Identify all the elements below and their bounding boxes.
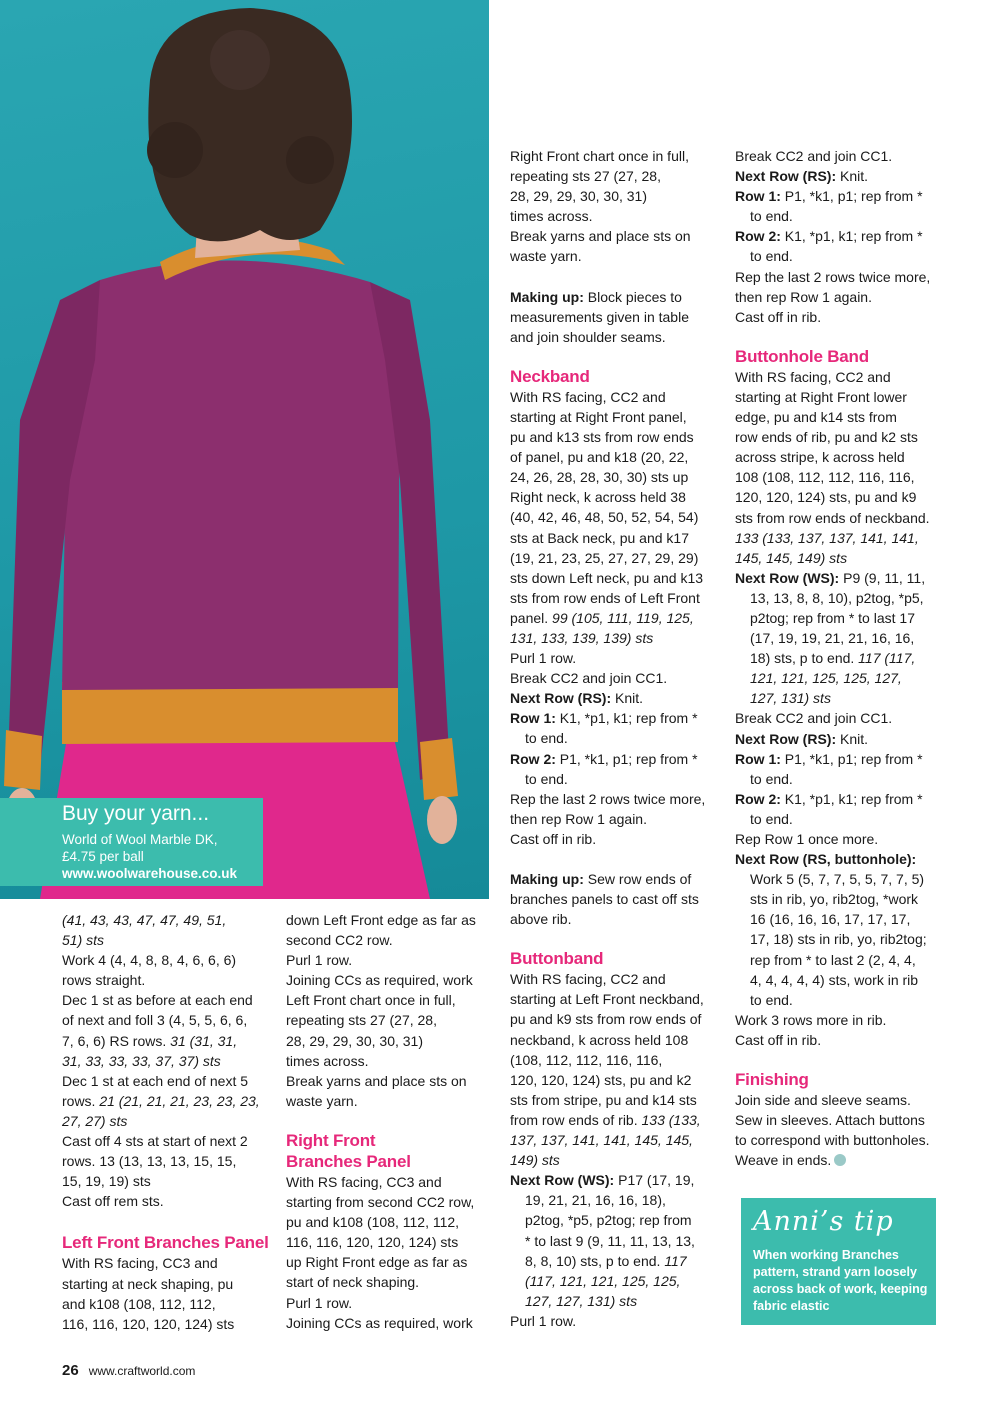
annis-tip-box bbox=[741, 1198, 936, 1325]
text-line: (17, 19, 19, 21, 21, 16, 16, bbox=[750, 630, 915, 647]
text-line: Left Front chart once in full, bbox=[286, 992, 456, 1009]
text-line: Cast off 4 sts at start of next 2 bbox=[62, 1133, 248, 1150]
text-line: Next Row (RS, buttonhole): bbox=[735, 851, 917, 868]
text-line: 4, 4, 4, 4, 4) sts, work in rib bbox=[750, 971, 919, 988]
text-line: sts from row ends of Left Front bbox=[510, 589, 700, 606]
text-line: across stripe, k across held bbox=[735, 449, 905, 466]
text-line: neckband, k across held 108 bbox=[510, 1031, 689, 1048]
text-line: down Left Front edge as far as bbox=[286, 912, 476, 928]
text-line: Row 1: P1, *k1, p1; rep from * bbox=[735, 188, 923, 205]
text-line: (40, 42, 46, 48, 50, 52, 54, 54) bbox=[510, 509, 699, 526]
text-line: Cast off in rib. bbox=[510, 830, 597, 847]
text-line: to end. bbox=[750, 208, 793, 225]
text-line: Row 1: K1, *p1, k1; rep from * bbox=[510, 710, 698, 727]
buy-your-yarn-box bbox=[0, 798, 263, 886]
text-line: 18) sts, p to end. 117 (117, bbox=[750, 650, 916, 667]
text-line: Join side and sleeve seams. bbox=[735, 1092, 911, 1109]
text-line: sts at Back neck, pu and k17 bbox=[510, 529, 689, 546]
text-line: times across. bbox=[286, 1052, 369, 1069]
text-line: p2tog; rep from * to last 17 bbox=[750, 609, 915, 626]
text-line: 13, 13, 8, 8, 10), p2tog, *p5, bbox=[750, 589, 924, 606]
text-line: Break yarns and place sts on bbox=[286, 1072, 467, 1089]
text-line: 120, 120, 124) sts, pu and k2 bbox=[510, 1071, 692, 1088]
text-line: Next Row (RS): Knit. bbox=[510, 690, 644, 707]
buy-box-title: Buy your yarn... bbox=[62, 802, 210, 825]
buy-box-url[interactable]: www.woolwarehouse.co.uk bbox=[62, 866, 238, 881]
text-line: waste yarn. bbox=[510, 248, 582, 265]
text-line: starting at neck shaping, pu bbox=[62, 1275, 234, 1292]
text-line: p2tog, *p5, p2tog; rep from bbox=[525, 1212, 692, 1229]
yarn-ball-icon bbox=[834, 1154, 846, 1166]
text-line: above rib. bbox=[510, 911, 572, 928]
text-line: then rep Row 1 again. bbox=[510, 810, 647, 827]
text-line: waste yarn. bbox=[286, 1092, 358, 1109]
text-line: 149) sts bbox=[510, 1152, 560, 1169]
text-line: Rep the last 2 rows twice more, bbox=[510, 790, 706, 807]
text-line: Cast off rem sts. bbox=[62, 1193, 164, 1210]
text-line: 19, 21, 21, 16, 16, 18), bbox=[525, 1192, 666, 1209]
text-line: 127, 127, 131) sts bbox=[525, 1292, 638, 1309]
text-line: starting at Right Front panel, bbox=[510, 408, 687, 425]
text-line: Rep the last 2 rows twice more, bbox=[735, 268, 931, 285]
text-line: 121, 121, 125, 125, 127, bbox=[750, 670, 902, 687]
text-line: Work 3 rows more in rib. bbox=[735, 1011, 887, 1028]
column-4 bbox=[735, 146, 950, 1170]
text-line: times across. bbox=[510, 208, 593, 225]
text-line: Right neck, k across held 38 bbox=[510, 489, 686, 506]
text-line: With RS facing, CC2 and bbox=[510, 388, 666, 405]
text-line: Right Front chart once in full, bbox=[510, 148, 689, 164]
text-line: repeating sts 27 (27, 28, bbox=[510, 168, 661, 185]
text-line: Next Row (WS): P9 (9, 11, 11, bbox=[735, 569, 926, 586]
text-line: rows. 21 (21, 21, 21, 23, 23, 23, bbox=[62, 1092, 260, 1109]
text-line: 15, 19, 19) sts bbox=[62, 1173, 151, 1190]
heading-neckband: Neckband bbox=[510, 366, 590, 386]
text-line: 28, 29, 29, 30, 30, 31) bbox=[286, 1032, 423, 1049]
text-line: With RS facing, CC3 and bbox=[286, 1173, 442, 1190]
text-line: Next Row (RS): Knit. bbox=[735, 730, 869, 747]
text-line: Next Row (RS): Knit. bbox=[735, 168, 869, 185]
text-line: rep from * to last 2 (2, 4, 4, bbox=[750, 951, 916, 968]
text-line: (19, 21, 23, 25, 27, 27, 29, 29) bbox=[510, 549, 699, 566]
text-line: of panel, pu and k18 (20, 22, bbox=[510, 449, 689, 466]
text-line: rows. 13 (13, 13, 13, 15, 15, bbox=[62, 1153, 237, 1170]
tip-text: When working Branches pattern, strand yarn loosely across back of work, keeping fabric elastic bbox=[753, 1248, 928, 1313]
text-line: Break CC2 and join CC1. bbox=[735, 148, 893, 164]
column-3 bbox=[510, 146, 725, 1331]
text-line: With RS facing, CC2 and bbox=[735, 368, 891, 385]
text-line: pu and k108 (108, 112, 112, bbox=[286, 1214, 460, 1231]
text-line: 131, 133, 139, 139) sts bbox=[510, 629, 654, 646]
text-line: 16 (16, 16, 16, 17, 17, 17, bbox=[750, 911, 911, 928]
text-line: and join shoulder seams. bbox=[510, 328, 666, 345]
text-line: repeating sts 27 (27, 28, bbox=[286, 1012, 437, 1029]
text-line: Dec 1 st at each end of next 5 bbox=[62, 1072, 249, 1089]
text-line: to end. bbox=[525, 770, 568, 787]
text-line: starting from second CC2 row, bbox=[286, 1194, 475, 1211]
text-line: Next Row (WS): P17 (17, 19, bbox=[510, 1172, 695, 1189]
text-line: 27, 27) sts bbox=[62, 1112, 128, 1129]
text-line: up Right Front edge as far as bbox=[286, 1254, 468, 1271]
text-line: 120, 120, 124) sts, pu and k9 bbox=[735, 489, 917, 506]
text-line: starting at Left Front neckband, bbox=[510, 991, 704, 1008]
text-line: Joining CCs as required, work bbox=[286, 972, 473, 989]
text-line: and k108 (108, 112, 112, bbox=[62, 1295, 216, 1312]
buy-box-price: £4.75 per ball bbox=[62, 849, 144, 864]
text-line: Work 4 (4, 4, 8, 8, 4, 6, 6, 6) bbox=[62, 952, 237, 969]
text-line: Purl 1 row. bbox=[286, 952, 353, 969]
text-line: Break yarns and place sts on bbox=[510, 228, 691, 245]
text-line: Weave in ends. bbox=[735, 1150, 950, 1170]
heading-finishing: Finishing bbox=[735, 1070, 809, 1090]
text-line: of next and foll 3 (4, 5, 5, 6, 6, bbox=[62, 1012, 248, 1029]
text-line: Row 1: P1, *k1, p1; rep from * bbox=[735, 750, 923, 767]
text-line: to end. bbox=[750, 810, 793, 827]
text-line: sts in rib, yo, rib2tog, *work bbox=[750, 891, 919, 908]
tip-title: Anni’s tip bbox=[753, 1206, 894, 1237]
page-number: 26 bbox=[62, 1362, 79, 1379]
text-line: edge, pu and k14 sts from bbox=[735, 409, 897, 426]
text-line: Sew in sleeves. Attach buttons bbox=[735, 1112, 925, 1129]
heading-buttonband: Buttonband bbox=[510, 949, 604, 969]
text-line: 108 (108, 112, 112, 116, 116, bbox=[735, 469, 915, 486]
text-line: to correspond with buttonholes. bbox=[735, 1132, 930, 1149]
text-line: Rep Row 1 once more. bbox=[735, 831, 879, 847]
text-line: (41, 43, 43, 47, 47, 49, 51, bbox=[62, 912, 227, 928]
text-line: Cast off in rib. bbox=[735, 1031, 822, 1048]
column-2 bbox=[286, 910, 496, 1333]
heading-buttonhole-band: Buttonhole Band bbox=[735, 346, 869, 366]
text-line: Break CC2 and join CC1. bbox=[735, 710, 893, 727]
text-line: Joining CCs as required, work bbox=[286, 1314, 473, 1331]
text-line: then rep Row 1 again. bbox=[735, 288, 872, 305]
text-line: 133 (133, 137, 137, 141, 141, bbox=[735, 529, 919, 546]
text-line: to end. bbox=[750, 248, 793, 265]
text-line: to end. bbox=[525, 730, 568, 747]
text-line: measurements given in table bbox=[510, 308, 689, 325]
text-line: from row ends of rib. 133 (133, bbox=[510, 1111, 701, 1128]
text-line: Work 5 (5, 7, 7, 5, 5, 7, 7, 5) bbox=[750, 871, 925, 888]
text-line: Row 2: K1, *p1, k1; rep from * bbox=[735, 790, 923, 807]
text-line: (117, 121, 121, 125, 125, bbox=[525, 1272, 681, 1289]
text-line: sts down Left neck, pu and k13 bbox=[510, 569, 704, 586]
text-line: 8, 8, 10) sts, p to end. 117 bbox=[525, 1252, 687, 1269]
model-photo bbox=[0, 0, 489, 899]
text-line: to end. bbox=[750, 770, 793, 787]
text-line: 51) sts bbox=[62, 932, 105, 949]
text-line: to end. bbox=[750, 991, 793, 1008]
text-line: Cast off in rib. bbox=[735, 308, 822, 325]
text-line: sts from row ends of neckband. bbox=[735, 509, 930, 526]
text-line: 7, 6, 6) RS rows. 31 (31, 31, bbox=[62, 1032, 238, 1049]
text-line: 137, 137, 141, 141, 145, 145, bbox=[510, 1132, 693, 1149]
page-footer bbox=[62, 1362, 195, 1379]
text-line: panel. 99 (105, 111, 119, 125, bbox=[510, 609, 694, 626]
text-line: starting at Right Front lower bbox=[735, 388, 907, 405]
text-line: row ends of rib, pu and k2 sts bbox=[735, 429, 918, 446]
text-line: Making up: Sew row ends of bbox=[510, 871, 692, 887]
column-1 bbox=[62, 910, 274, 1334]
text-line: (108, 112, 112, 116, 116, bbox=[510, 1051, 663, 1068]
text-line: * to last 9 (9, 11, 11, 13, 13, bbox=[525, 1232, 695, 1249]
text-line: 116, 116, 120, 120, 124) sts bbox=[62, 1315, 235, 1332]
text-line: 31, 33, 33, 33, 37, 37) sts bbox=[62, 1052, 221, 1069]
sweater-photo-illustration bbox=[0, 0, 489, 899]
text-line: 127, 131) sts bbox=[750, 690, 831, 707]
text-line: Row 2: K1, *p1, k1; rep from * bbox=[735, 228, 923, 245]
text-line: rows straight. bbox=[62, 972, 146, 989]
heading-right-front-branches-panel: Right Front Branches Panel bbox=[286, 1130, 411, 1171]
text-line: second CC2 row. bbox=[286, 932, 393, 949]
text-line: Purl 1 row. bbox=[286, 1294, 353, 1311]
text-line: With RS facing, CC2 and bbox=[510, 971, 666, 988]
text-line: branches panels to cast off sts bbox=[510, 891, 699, 908]
text-line: 17, 18) sts in rib, yo, rib2tog; bbox=[750, 931, 927, 948]
text-line: Dec 1 st as before at each end bbox=[62, 992, 253, 1009]
text-line: 145, 145, 149) sts bbox=[735, 549, 848, 566]
text-line: 28, 29, 29, 30, 30, 31) bbox=[510, 188, 647, 205]
text-line: 116, 116, 120, 120, 124) sts bbox=[286, 1234, 459, 1251]
text-line: sts from stripe, pu and k14 sts bbox=[510, 1091, 697, 1108]
text-line: Break CC2 and join CC1. bbox=[510, 670, 668, 687]
text-line: start of neck shaping. bbox=[286, 1274, 420, 1291]
text-line: Row 2: P1, *k1, p1; rep from * bbox=[510, 750, 698, 767]
text-line: Purl 1 row. bbox=[510, 1312, 577, 1329]
text-line: pu and k9 sts from row ends of bbox=[510, 1011, 702, 1028]
heading-left-front-branches-panel: Left Front Branches Panel bbox=[62, 1233, 269, 1253]
text-line: pu and k13 sts from row ends bbox=[510, 429, 694, 446]
buy-box-yarn: World of Wool Marble DK, bbox=[62, 832, 218, 847]
text-line: Purl 1 row. bbox=[510, 650, 577, 667]
text-line: With RS facing, CC3 and bbox=[62, 1255, 218, 1272]
text-line: 24, 26, 28, 28, 30, 30) sts up bbox=[510, 469, 689, 486]
footer-website[interactable]: www.craftworld.com bbox=[88, 1364, 196, 1378]
text-line: Making up: Block pieces to bbox=[510, 288, 682, 305]
